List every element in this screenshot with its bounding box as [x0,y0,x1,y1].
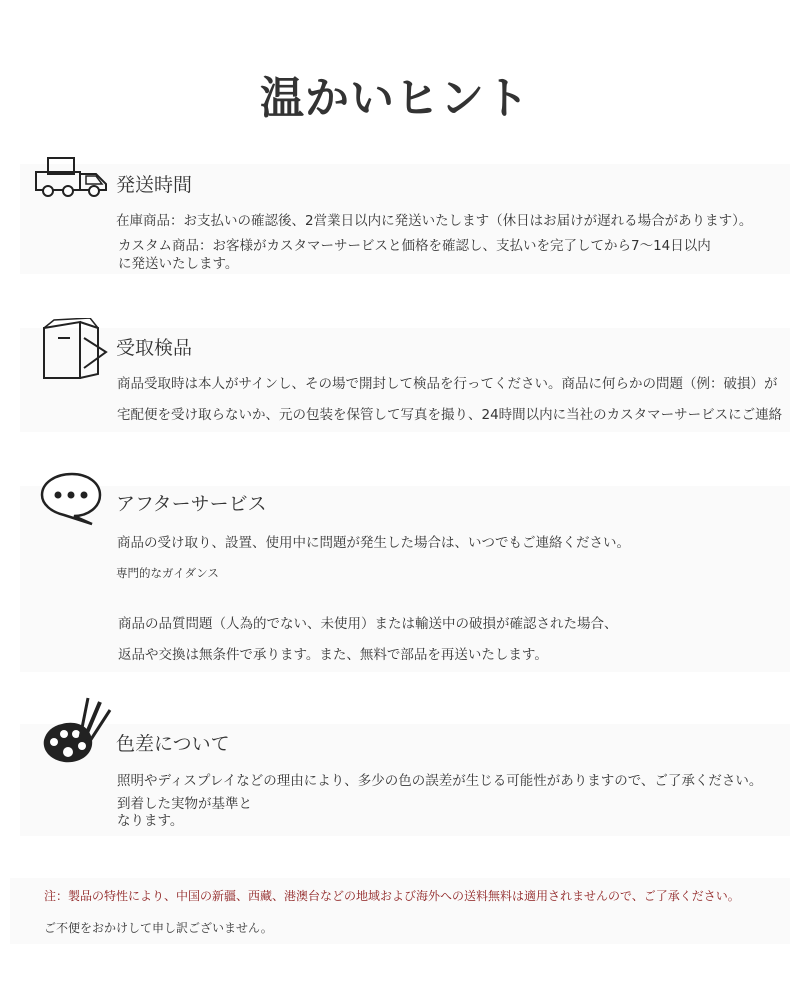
delivery-truck-icon [34,154,114,200]
section-heading-shipping: 発送時間 [116,174,193,196]
shipping-line-3: に発送いたします。 [118,256,239,272]
shipping-line-2: カスタム商品：お客様がカスタマーサービスと価格を確認し、支払いを完了してから7〜14日以内 [118,238,711,254]
shipping-line-1: 在庫商品：お支払いの確認後、2営業日以内に発送いたします（休日はお届けが遅れる場合があります）。 [116,213,753,229]
aftersales-line-3: 商品の品質問題（人為的でない、未使用）または輸送中の破損が確認された場合、 [118,616,618,632]
speech-bubble-icon [40,472,104,526]
apology-note: ご不便をおかけして申し訳ございません。 [44,921,273,935]
page-title: 温かいヒント [260,73,530,124]
aftersales-line-2: 専門的なガイダンス [116,566,219,580]
package-box-icon [40,318,112,382]
section-heading-aftersales: アフターサービス [116,493,267,515]
paint-palette-icon [40,696,116,768]
inspection-line-1: 商品受取時は本人がサインし、その場で開封して検品を行ってください。商品に何らかの問題（例：破損）が [117,376,778,392]
color-line-1: 照明やディスプレイなどの理由により、多少の色の誤差が生じる可能性がありますので、ご了承ください。 [117,773,763,789]
aftersales-line-1: 商品の受け取り、設置、使用中に問題が発生した場合は、いつでもご連絡ください。 [117,535,630,551]
section-heading-inspection: 受取検品 [116,337,193,359]
shipping-exclusion-note: 注：製品の特性により、中国の新疆、西藏、港澳台などの地域および海外への送料無料は適用されませんので、ご了承ください。 [44,889,740,903]
color-line-3: なります。 [117,813,184,829]
section-heading-color: 色差について [116,733,230,755]
color-line-2: 到着した実物が基準と [117,796,252,812]
aftersales-line-4: 返品や交換は無条件で承ります。また、無料で部品を再送いたします。 [118,647,548,663]
inspection-line-2: 宅配便を受け取らないか、元の包装を保管して写真を撮り、24時間以内に当社のカスタマーサービスにご連絡 [117,407,783,423]
